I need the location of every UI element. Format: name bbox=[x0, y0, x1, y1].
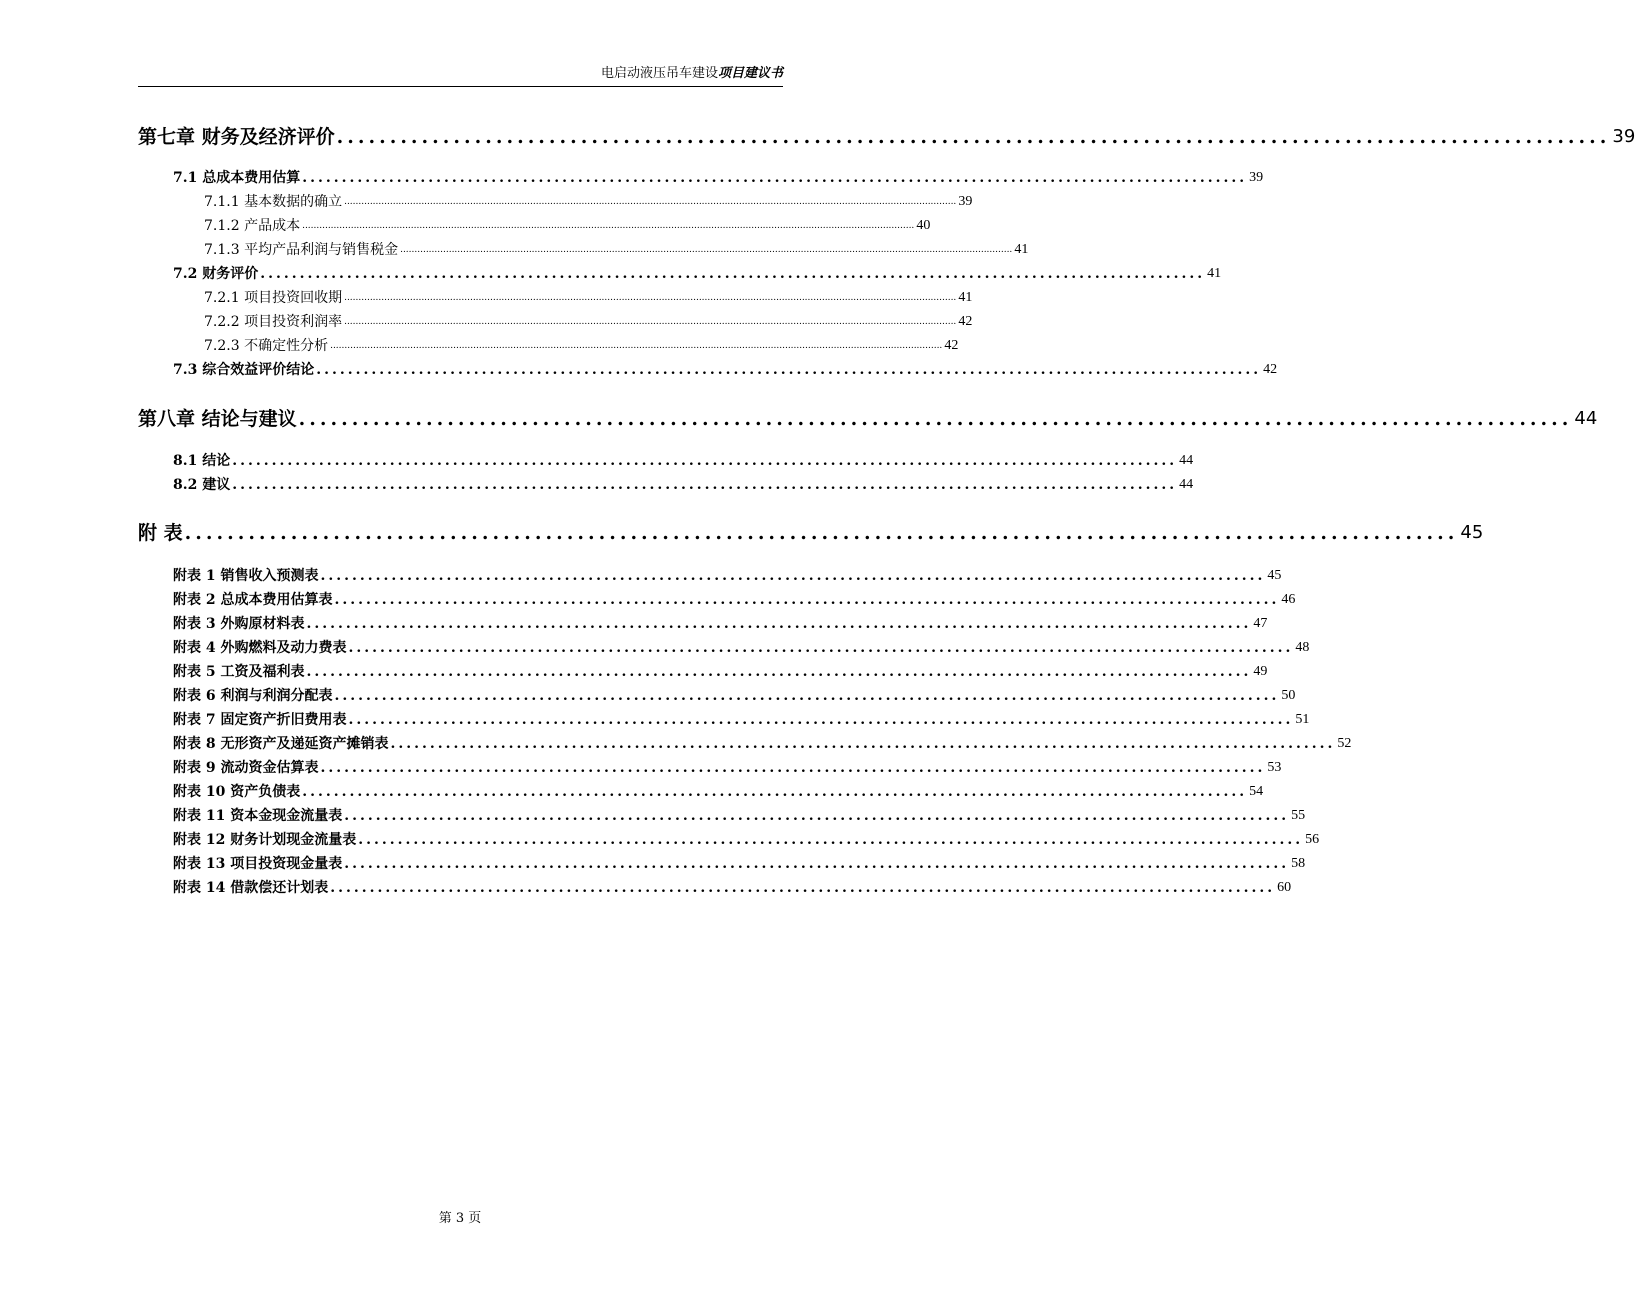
toc-entry-title: 7.2.1 项目投资回收期 bbox=[204, 290, 343, 306]
toc-chapter-8[interactable] bbox=[138, 406, 1598, 432]
dot-leader: ...................................................................................................................................................................................................................... bbox=[302, 221, 915, 231]
toc-appendix-13[interactable] bbox=[173, 854, 1306, 874]
dot-leader: ........................................................................................................................ bbox=[334, 688, 1280, 704]
toc-entry-page: 39 bbox=[1249, 170, 1264, 185]
toc-entry-page: 47 bbox=[1253, 616, 1268, 631]
dot-leader: ........................................................................................................................ bbox=[306, 664, 1252, 680]
toc-entry-title: 7.1.3 平均产品利润与销售税金 bbox=[204, 242, 399, 258]
toc-entry-page: 41 bbox=[1207, 266, 1222, 281]
toc-entry-title: 附表 1 销售收入预测表 bbox=[173, 568, 319, 584]
toc-entry-title: 附表 6 利润与利润分配表 bbox=[173, 688, 333, 704]
toc-entry-title: 附表 9 流动资金估算表 bbox=[173, 760, 319, 776]
dot-leader: ........................................................................................................................ bbox=[302, 170, 1248, 186]
toc-entry-title: 附表 11 资本金现金流量表 bbox=[173, 808, 343, 824]
toc-appendix-6[interactable] bbox=[173, 686, 1296, 706]
toc-entry-title: 7.1 总成本费用估算 bbox=[173, 170, 301, 186]
toc-entry-title: 附表 5 工资及福利表 bbox=[173, 664, 305, 680]
toc-entry-page: 44 bbox=[1179, 453, 1194, 468]
toc-entry-page: 40 bbox=[916, 218, 931, 233]
toc-appendix-12[interactable] bbox=[173, 830, 1320, 850]
toc-appendix[interactable] bbox=[138, 520, 1484, 546]
toc-entry-page: 55 bbox=[1291, 808, 1306, 823]
dot-leader: ...................................................................................................................................................................................................................... bbox=[400, 245, 1013, 255]
dot-leader: ........................................................................................................................ bbox=[260, 266, 1206, 282]
toc-appendix-5[interactable] bbox=[173, 662, 1268, 682]
toc-entry-title: 附 表 bbox=[138, 522, 183, 544]
toc-section-7-1[interactable] bbox=[173, 168, 1264, 188]
toc-entry-title: 附表 10 资产负债表 bbox=[173, 784, 301, 800]
toc-entry-title: 7.3 综合效益评价结论 bbox=[173, 362, 315, 378]
page-number: 第 3 页 bbox=[438, 1211, 482, 1226]
toc-entry-page: 54 bbox=[1249, 784, 1264, 799]
toc-section-7-3[interactable] bbox=[173, 360, 1278, 380]
toc-entry-page: 41 bbox=[1014, 242, 1029, 257]
toc-entry-title: 附表 8 无形资产及递延资产摊销表 bbox=[173, 736, 389, 752]
toc-entry-page: 60 bbox=[1277, 880, 1292, 895]
toc-entry-title: 附表 3 外购原材料表 bbox=[173, 616, 305, 632]
toc-entry-page: 44 bbox=[1179, 477, 1194, 492]
toc-chapter-7[interactable] bbox=[138, 124, 1635, 150]
dot-leader: ........................................................................................................................ bbox=[298, 408, 1573, 430]
page-header bbox=[138, 64, 783, 87]
toc-entry-title: 8.1 结论 bbox=[173, 453, 231, 469]
toc-appendix-3[interactable] bbox=[173, 614, 1268, 634]
dot-leader: ........................................................................................................................ bbox=[336, 126, 1611, 148]
dot-leader: ........................................................................................................................ bbox=[358, 832, 1304, 848]
toc-subsection-7-1-3[interactable] bbox=[204, 240, 1029, 260]
toc-entry-page: 48 bbox=[1295, 640, 1310, 655]
toc-entry-title: 7.2 财务评价 bbox=[173, 266, 259, 282]
dot-leader: ........................................................................................................................ bbox=[334, 592, 1280, 608]
toc-section-7-2[interactable] bbox=[173, 264, 1222, 284]
toc-entry-title: 第七章 财务及经济评价 bbox=[138, 126, 335, 148]
toc-entry-title: 7.1.1 基本数据的确立 bbox=[204, 194, 343, 210]
dot-leader: ........................................................................................................................ bbox=[390, 736, 1336, 752]
toc-entry-page: 56 bbox=[1305, 832, 1320, 847]
toc-entry-page: 51 bbox=[1295, 712, 1310, 727]
toc-entry-title: 附表 7 固定资产折旧费用表 bbox=[173, 712, 347, 728]
toc-section-8-2[interactable] bbox=[173, 475, 1194, 495]
toc-entry-title: 7.1.2 产品成本 bbox=[204, 218, 301, 234]
toc-entry-page: 39 bbox=[1612, 126, 1635, 147]
toc-entry-title: 7.2.3 不确定性分析 bbox=[204, 338, 329, 354]
toc-entry-page: 44 bbox=[1574, 408, 1598, 429]
toc-appendix-11[interactable] bbox=[173, 806, 1306, 826]
toc-entry-page: 45 bbox=[1460, 522, 1484, 543]
toc-appendix-4[interactable] bbox=[173, 638, 1310, 658]
toc-entry-page: 42 bbox=[958, 314, 973, 329]
dot-leader: ........................................................................................................................ bbox=[232, 477, 1178, 493]
dot-leader: ........................................................................................................................ bbox=[348, 640, 1294, 656]
dot-leader: ........................................................................................................................ bbox=[320, 568, 1266, 584]
toc-entry-page: 41 bbox=[958, 290, 973, 305]
toc-subsection-7-2-2[interactable] bbox=[204, 312, 973, 332]
toc-appendix-1[interactable] bbox=[173, 566, 1282, 586]
toc-entry-page: 39 bbox=[958, 194, 973, 209]
toc-subsection-7-1-2[interactable] bbox=[204, 216, 931, 236]
toc-entry-title: 第八章 结论与建议 bbox=[138, 408, 297, 430]
toc-entry-title: 附表 2 总成本费用估算表 bbox=[173, 592, 333, 608]
toc-entry-title: 附表 12 财务计划现金流量表 bbox=[173, 832, 357, 848]
toc-appendix-7[interactable] bbox=[173, 710, 1310, 730]
header-doc-type: 项目建议书 bbox=[717, 66, 783, 81]
toc-section-8-1[interactable] bbox=[173, 451, 1194, 471]
header-doc-title: 电启动液压吊车建设 bbox=[600, 66, 718, 81]
dot-leader: ........................................................................................................................ bbox=[330, 880, 1276, 896]
toc-entry-title: 7.2.2 项目投资利润率 bbox=[204, 314, 343, 330]
dot-leader: ...................................................................................................................................................................................................................... bbox=[330, 341, 943, 351]
toc-subsection-7-1-1[interactable] bbox=[204, 192, 973, 212]
dot-leader: ........................................................................................................................ bbox=[184, 522, 1459, 544]
toc-entry-title: 附表 13 项目投资现金量表 bbox=[173, 856, 343, 872]
toc-appendix-2[interactable] bbox=[173, 590, 1296, 610]
toc-entry-title: 附表 4 外购燃料及动力费表 bbox=[173, 640, 347, 656]
toc-entry-page: 58 bbox=[1291, 856, 1306, 871]
toc-entry-title: 8.2 建议 bbox=[173, 477, 231, 493]
toc-entry-page: 50 bbox=[1281, 688, 1296, 703]
dot-leader: ........................................................................................................................ bbox=[320, 760, 1266, 776]
dot-leader: ...................................................................................................................................................................................................................... bbox=[344, 293, 957, 303]
toc-entry-page: 42 bbox=[944, 338, 959, 353]
toc-entry-page: 42 bbox=[1263, 362, 1278, 377]
toc-appendix-9[interactable] bbox=[173, 758, 1282, 778]
dot-leader: ........................................................................................................................ bbox=[306, 616, 1252, 632]
toc-appendix-14[interactable] bbox=[173, 878, 1292, 898]
dot-leader: ........................................................................................................................ bbox=[316, 362, 1262, 378]
dot-leader: ........................................................................................................................ bbox=[348, 712, 1294, 728]
toc-appendix-10[interactable] bbox=[173, 782, 1264, 802]
toc-subsection-7-2-3[interactable] bbox=[204, 336, 959, 356]
dot-leader: ...................................................................................................................................................................................................................... bbox=[344, 197, 957, 207]
toc-entry-page: 49 bbox=[1253, 664, 1268, 679]
toc-subsection-7-2-1[interactable] bbox=[204, 288, 973, 308]
dot-leader: ........................................................................................................................ bbox=[302, 784, 1248, 800]
toc-entry-title: 附表 14 借款偿还计划表 bbox=[173, 880, 329, 896]
dot-leader: ........................................................................................................................ bbox=[232, 453, 1178, 469]
toc-entry-page: 45 bbox=[1267, 568, 1282, 583]
dot-leader: ........................................................................................................................ bbox=[344, 808, 1290, 824]
toc-entry-page: 52 bbox=[1337, 736, 1352, 751]
toc-entry-page: 46 bbox=[1281, 592, 1296, 607]
toc-appendix-8[interactable] bbox=[173, 734, 1352, 754]
dot-leader: ........................................................................................................................ bbox=[344, 856, 1290, 872]
dot-leader: ...................................................................................................................................................................................................................... bbox=[344, 317, 957, 327]
toc-entry-page: 53 bbox=[1267, 760, 1282, 775]
